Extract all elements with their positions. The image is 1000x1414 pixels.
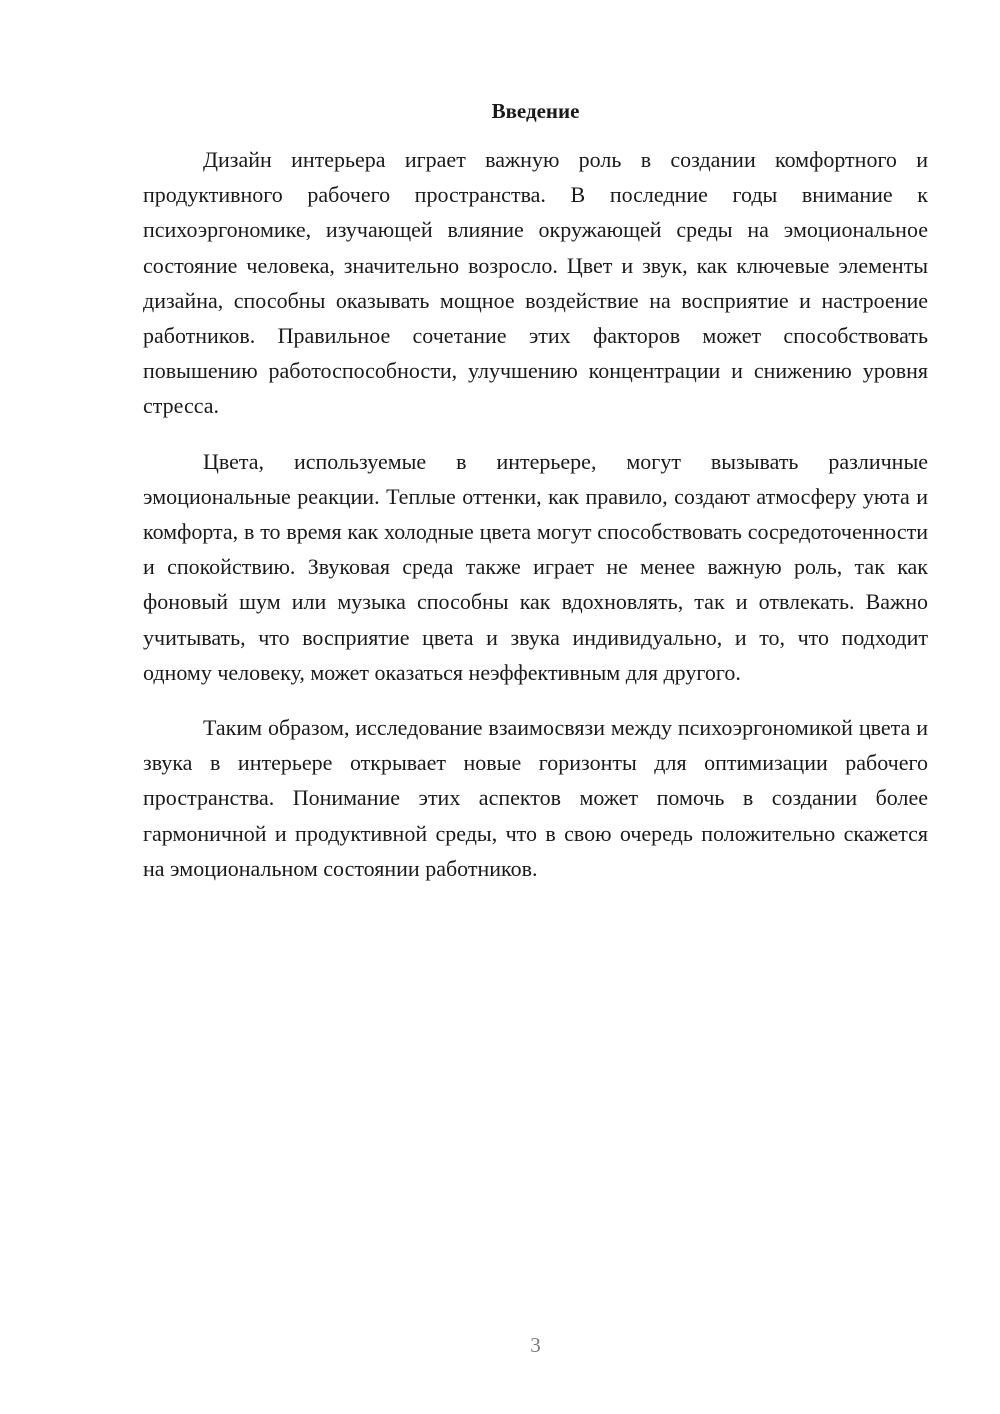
- body-text: [143, 142, 928, 906]
- paragraph-3: Таким образом, исследование взаимосвязи между психоэргономикой цвета и звука в интерьере открывает новые горизонты для оптимизации рабочего пространства. Понимание этих аспектов может помочь в создании более гармоничной и продуктивной среды, что в свою очередь положительно скажется на эмоциональном состоянии работников.: [143, 715, 928, 881]
- section-heading: Введение: [491, 99, 580, 123]
- paragraph-1: Дизайн интерьера играет важную роль в создании комфортного и продуктивного рабочего пространства. В последние годы внимание к психоэргономике, изучающей влияние окружающей среды на эмоциональное состояние человека, значительно возросло. Цвет и звук, как ключевые элементы дизайна, способны оказывать мощное воздействие на восприятие и настроение работников. Правильное сочетание этих факторов может способствовать повышению работоспособности, улучшению концентрации и снижению уровня стресса.: [143, 147, 928, 419]
- paragraph-2: Цвета, используемые в интерьере, могут вызывать различные эмоциональные реакции. Теплые оттенки, как правило, создают атмосферу уюта и комфорта, в то время как холодные цвета могут способствовать сосредоточенности и спокойствию. Звуковая среда также играет не менее важную роль, так как фоновый шум или музыка способны как вдохновлять, так и отвлекать. Важно учитывать, что восприятие цвета и звука индивидуально, и то, что подходит одному человеку, может оказаться неэффективным для другого.: [143, 448, 928, 685]
- page-number: 3: [530, 1333, 541, 1357]
